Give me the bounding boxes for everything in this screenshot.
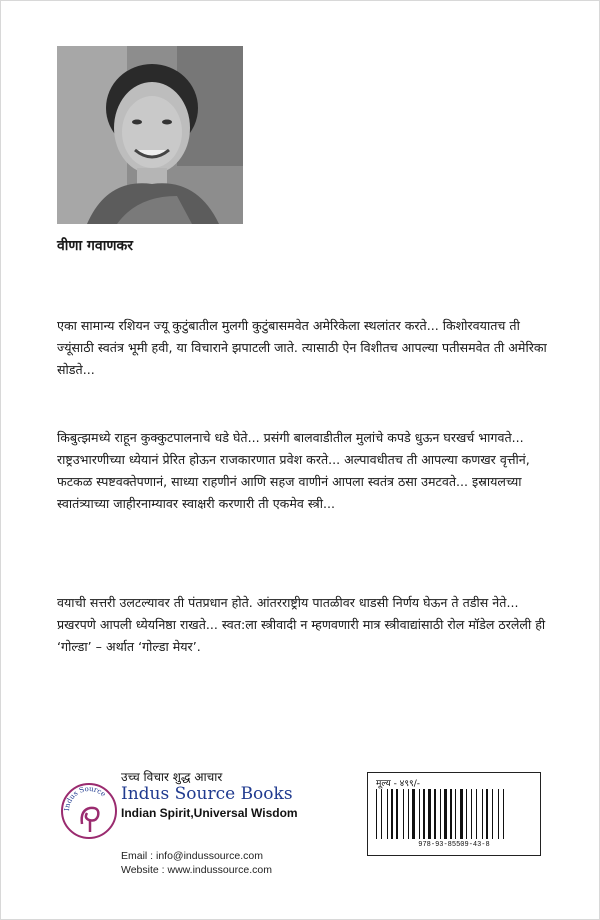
blurb-text: वयाची सत्तरी उलटल्यावर ती पंतप्रधान होते. आंतरराष्ट्रीय पातळीवर धाडसी निर्णय घेऊन ते तडीस नेते... प्रखरपणे आपली ध्येयनिष्ठा राखते... स्वत:ला स्त्रीवादी न म्हणवणारी मात्र स्त्रीवाद्यांसाठी रोल मॉडेल ठरलेली ही ‘गोल्डा’ – अर्थात ‘गोल्डा मेयर’. bbox=[57, 595, 546, 654]
barcode-bar bbox=[460, 789, 463, 839]
barcode-bar bbox=[455, 789, 456, 839]
barcode-bar bbox=[450, 789, 452, 839]
barcode-bar bbox=[419, 789, 420, 839]
barcode-bar bbox=[376, 789, 377, 839]
barcode-bar bbox=[434, 789, 436, 839]
barcode-bar bbox=[471, 789, 472, 839]
barcode-bar bbox=[466, 789, 467, 839]
barcode-bar bbox=[498, 789, 499, 839]
barcode-bar bbox=[423, 789, 425, 839]
publisher-logo-icon bbox=[60, 782, 118, 840]
barcode-bar bbox=[440, 789, 441, 839]
blurb-paragraph-2 bbox=[57, 427, 557, 515]
barcode-bar bbox=[396, 789, 398, 839]
barcode-box bbox=[367, 772, 541, 856]
barcode-bar bbox=[492, 789, 493, 839]
blurb-paragraph-3 bbox=[57, 592, 557, 658]
blurb-text: किबुत्झमध्ये राहून कुक्कुटपालनाचे धडे घेते... प्रसंगी बालवाडीतील मुलांचे कपडे धुऊन घरखर्च भागवते... राष्ट्रउभारणीच्या ध्येयानं प्रेरित होऊन राजकारणात प्रवेश करते... अल्पावधीतच ती आपल्या कणखर वृत्तीनं, फटकळ स्पष्टवक्तेपणानं, साध्या राहणीनं आणि सहज वाणीनं आपला स्वतंत्र ठसा उमटवते... इस्रायलच्या स्वातंत्र्याच्या जाहीरनाम्यावर स्वाक्षरी करणारी ती एकमेव स्त्री... bbox=[57, 430, 530, 511]
isbn-number: 978-93-85509-43-8 bbox=[418, 841, 490, 849]
logo-text: Indus Source bbox=[62, 784, 108, 812]
publisher-tagline: उच्च विचार शुद्ध आचार bbox=[121, 770, 223, 784]
barcode-bar bbox=[387, 789, 388, 839]
barcode-bar bbox=[444, 789, 447, 839]
barcode-bar bbox=[408, 789, 409, 839]
barcode-bar bbox=[428, 789, 431, 839]
blurb-text: एका सामान्य रशियन ज्यू कुटुंबातील मुलगी कुटुंबासमवेत अमेरिकेला स्थलांतर करते... किशोरवयातच ती ज्यूंसाठी स्वतंत्र भूमी हवी, या विचाराने झपाटली जाते. त्यासाठी ऐन विशीतच आपल्या पतीसमवेत ती अमेरिका सोडते... bbox=[57, 318, 547, 377]
publisher-website: Website : www.indussource.com bbox=[121, 864, 272, 876]
author-name: वीणा गवाणकर bbox=[57, 238, 133, 254]
barcode-bar bbox=[403, 789, 404, 839]
barcode-bar bbox=[412, 789, 415, 839]
barcode-bar bbox=[486, 789, 488, 839]
publisher-email: Email : info@indussource.com bbox=[121, 850, 263, 862]
price-label: मूल्य - ४९९/- bbox=[376, 779, 421, 789]
author-photo bbox=[57, 46, 243, 224]
barcode-icon bbox=[374, 789, 534, 839]
barcode-bar bbox=[503, 789, 504, 839]
barcode-bar bbox=[482, 789, 483, 839]
barcode-bar bbox=[476, 789, 477, 839]
blurb-paragraph-1 bbox=[57, 315, 557, 381]
publisher-name: Indus Source Books bbox=[121, 784, 293, 804]
barcode-bar bbox=[391, 789, 393, 839]
publisher-slogan: Indian Spirit,Universal Wisdom bbox=[121, 806, 298, 820]
barcode-bar bbox=[381, 789, 382, 839]
